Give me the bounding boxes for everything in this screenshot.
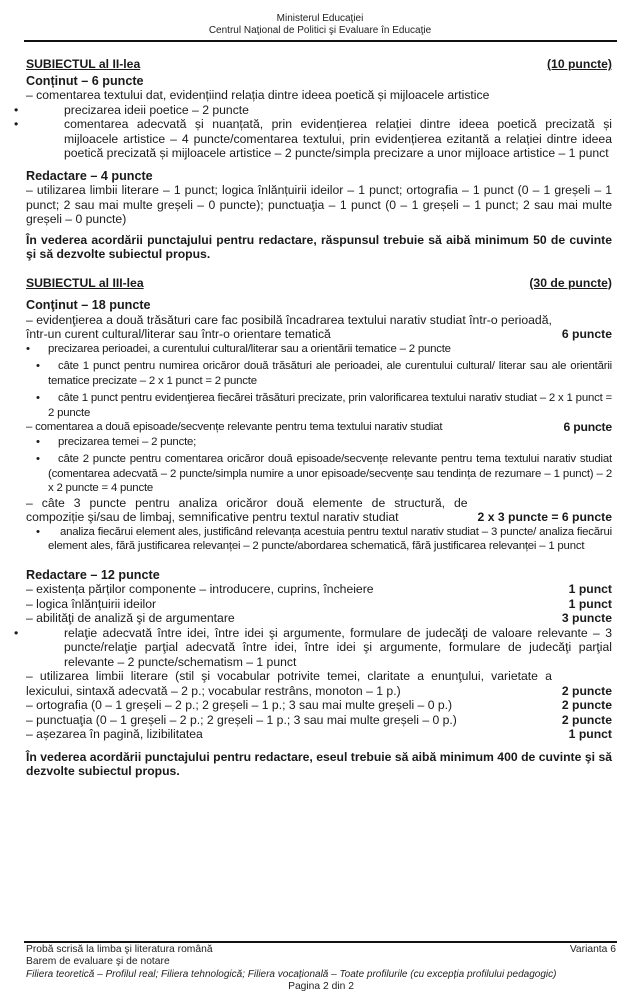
footer-exam: Probă scrisă la limba şi literatura română: [26, 944, 213, 955]
subject2-content-intro: – comentarea textului dat, evidențiind relația dintre ideea poetică și mijloacele artistice: [26, 88, 490, 102]
subject3-content-heading: Conţinut – 18 puncte: [26, 298, 151, 312]
footer-profile: Filiera teoretică – Profilul real; Filiera tehnologică; Filiera vocațională – Toate profilurile (cu excepția profilului pedagogic): [26, 968, 557, 980]
subject2-points: (10 puncte): [546, 57, 612, 71]
header-rule: [24, 40, 617, 42]
subject2-writing-heading: Redactare – 4 puncte: [26, 168, 153, 183]
subject3-title: SUBIECTUL al III-lea: [26, 275, 144, 290]
footer: [26, 944, 616, 993]
subject2-bullet: • precizarea ideii poetice – 2 puncte: [26, 103, 612, 118]
subject3-item3: [26, 496, 612, 525]
item2-bullet: • câte 2 puncte pentru comentarea oricăror două episoade/secvențe relevante pentru tema textului narativ studiat (comentarea adecvată – 2 puncte/simpla numire a unor episoade/secvențe sau tendința de rezumare – 1 punct) – 2 x 2 puncte = 4 puncte: [26, 452, 612, 496]
subject2-writing-text: – utilizarea limbii literare – 1 punct; logica înlănțuirii ideilor – 1 punct; ortografia – 1 punct (0 – 1 greșeli – 1 punct; 2 sau mai multe greșeli – 0 puncte); punctuaţia – 1 punct (0 – 1 greșeli – 1 punct; 2 sau mai multe greșeli – 0 puncte): [26, 183, 612, 226]
footer-variant: Varianta 6: [569, 944, 616, 955]
writing-item: – logica înlănțuirii ideilor 1 punct: [26, 596, 612, 611]
subject2-note: În vederea acordării punctajului pentru redactare, răspunsul trebuie să aibă minimum 50 de cuvinte şi să dezvolte subiectul propus.: [26, 232, 612, 261]
subject2-title: SUBIECTUL al II-lea: [26, 57, 141, 71]
subject2-bullet: • comentarea adecvată și nuanțată, prin evidențierea relației dintre ideea poetică precizată și mijloacele artistice – 4 puncte/comentarea textului, prin evidențierea ezitantă a relației dintre ideea poetică precizată și mijloacele artistice – 2 puncte/simpla precizare a unor mijloace artistice – 1 punct: [26, 117, 612, 161]
argument-bullet: • relaţie adecvată între idei, între idei şi argumente, formulare de judecăţi de valoare relevante – 3 puncte/relaţie parţial adecvată între idei, între idei şi argumente, formulare de judecăţi parţial relevante – 2 puncte/schematism – 1 punct: [26, 626, 612, 670]
subject3-note: În vederea acordării punctajului pentru redactare, eseul trebuie să aibă minimum 400 de cuvinte şi să dezvolte subiectul propus.: [26, 749, 612, 778]
document-body: [26, 57, 612, 779]
header-center: Centrul Naţional de Politici şi Evaluare în Educaţie: [208, 25, 432, 36]
subject2-content-heading: Conținut – 6 puncte: [26, 73, 144, 88]
item3-points: 2 x 3 puncte = 6 puncte: [477, 510, 612, 524]
writing-item: – abilităţi de analiză şi de argumentare 3 puncte: [26, 611, 612, 625]
item2-points: 6 puncte: [563, 420, 612, 434]
item2-text: – comentarea a două episoade/secvențe relevante pentru tema textului narativ studiat: [26, 421, 443, 433]
writing-item: – existența părților componente – introducere, cuprins, încheiere 1 punct: [26, 582, 612, 596]
page-number: Pagina 2 din 2: [288, 980, 354, 992]
item3-text: – câte 3 puncte pentru analiza oricăror două elemente de structură, de compoziție şi/sau de limbaj, semnificative pentru textul narativ studiat: [26, 495, 468, 524]
subject3-points: (30 de puncte): [529, 275, 612, 290]
writing-item: – ortografia (0 – 1 greșeli – 2 p.; 2 greșeli – 1 p.; 3 sau mai multe greșeli – 0 p.) 2 puncte: [26, 698, 612, 712]
item1-points: 6 puncte: [561, 327, 612, 341]
subject3-item2: [26, 420, 612, 435]
item1-bullet: • câte 1 punct pentru numirea oricăror două trăsături ale perioadei, ale curentului cultural/ literar sau ale orientării tematice precizate – 2 x 1 punct = 2 puncte: [26, 359, 612, 388]
subject2-heading: [26, 57, 612, 72]
footer-barem: Barem de evaluare şi de notare: [26, 956, 170, 968]
footer-rule: [24, 941, 617, 943]
item3-bullet: • analiza fiecărui element ales, justificând relevanța acestuia pentru textul narativ studiat – 3 puncte/ analiza fiecărui element ales, fără justificarea relevanței – 2 puncte/abordarea schematică, fără justificarea relevanței – 1 punct: [26, 525, 612, 554]
item1-text: – evidenţierea a două trăsături care fac posibilă încadrarea textului narativ studiat într-o perioadă, într-un curent cultural/literar sau într-o orientare tematică: [26, 312, 552, 341]
writing-item: – punctuaţia (0 – 1 greșeli – 2 p.; 2 greșeli – 1 p.; 3 sau mai multe greșeli – 0 p.) 2 puncte: [26, 712, 612, 727]
item1-bullet: • câte 1 punct pentru evidenţierea fiecărei trăsături precizate, prin valorificarea textului narativ studiat – 2 x 1 punct = 2 puncte: [26, 391, 612, 420]
subject3-item1: [26, 313, 612, 342]
header-ministry: Ministerul Educaţiei: [276, 13, 364, 24]
literary-language-item: – utilizarea limbii literare (stil şi vocabular potrivite temei, claritate a enunţului, varietate a lexicului, sintaxă adecvată – 2 p.; vocabular restrâns, monoton – 1 p.) 2 puncte: [26, 669, 612, 698]
item2-bullet: • precizarea temei – 2 puncte;: [26, 435, 612, 450]
subject3-heading: [26, 276, 612, 291]
subject3-writing-heading: Redactare – 12 puncte: [26, 567, 160, 582]
item1-bullet: • precizarea perioadei, a curentului cultural/literar sau a orientării tematice – 2 puncte: [38, 342, 612, 357]
writing-item: – așezarea în pagină, lizibilitatea 1 punct: [26, 727, 612, 741]
